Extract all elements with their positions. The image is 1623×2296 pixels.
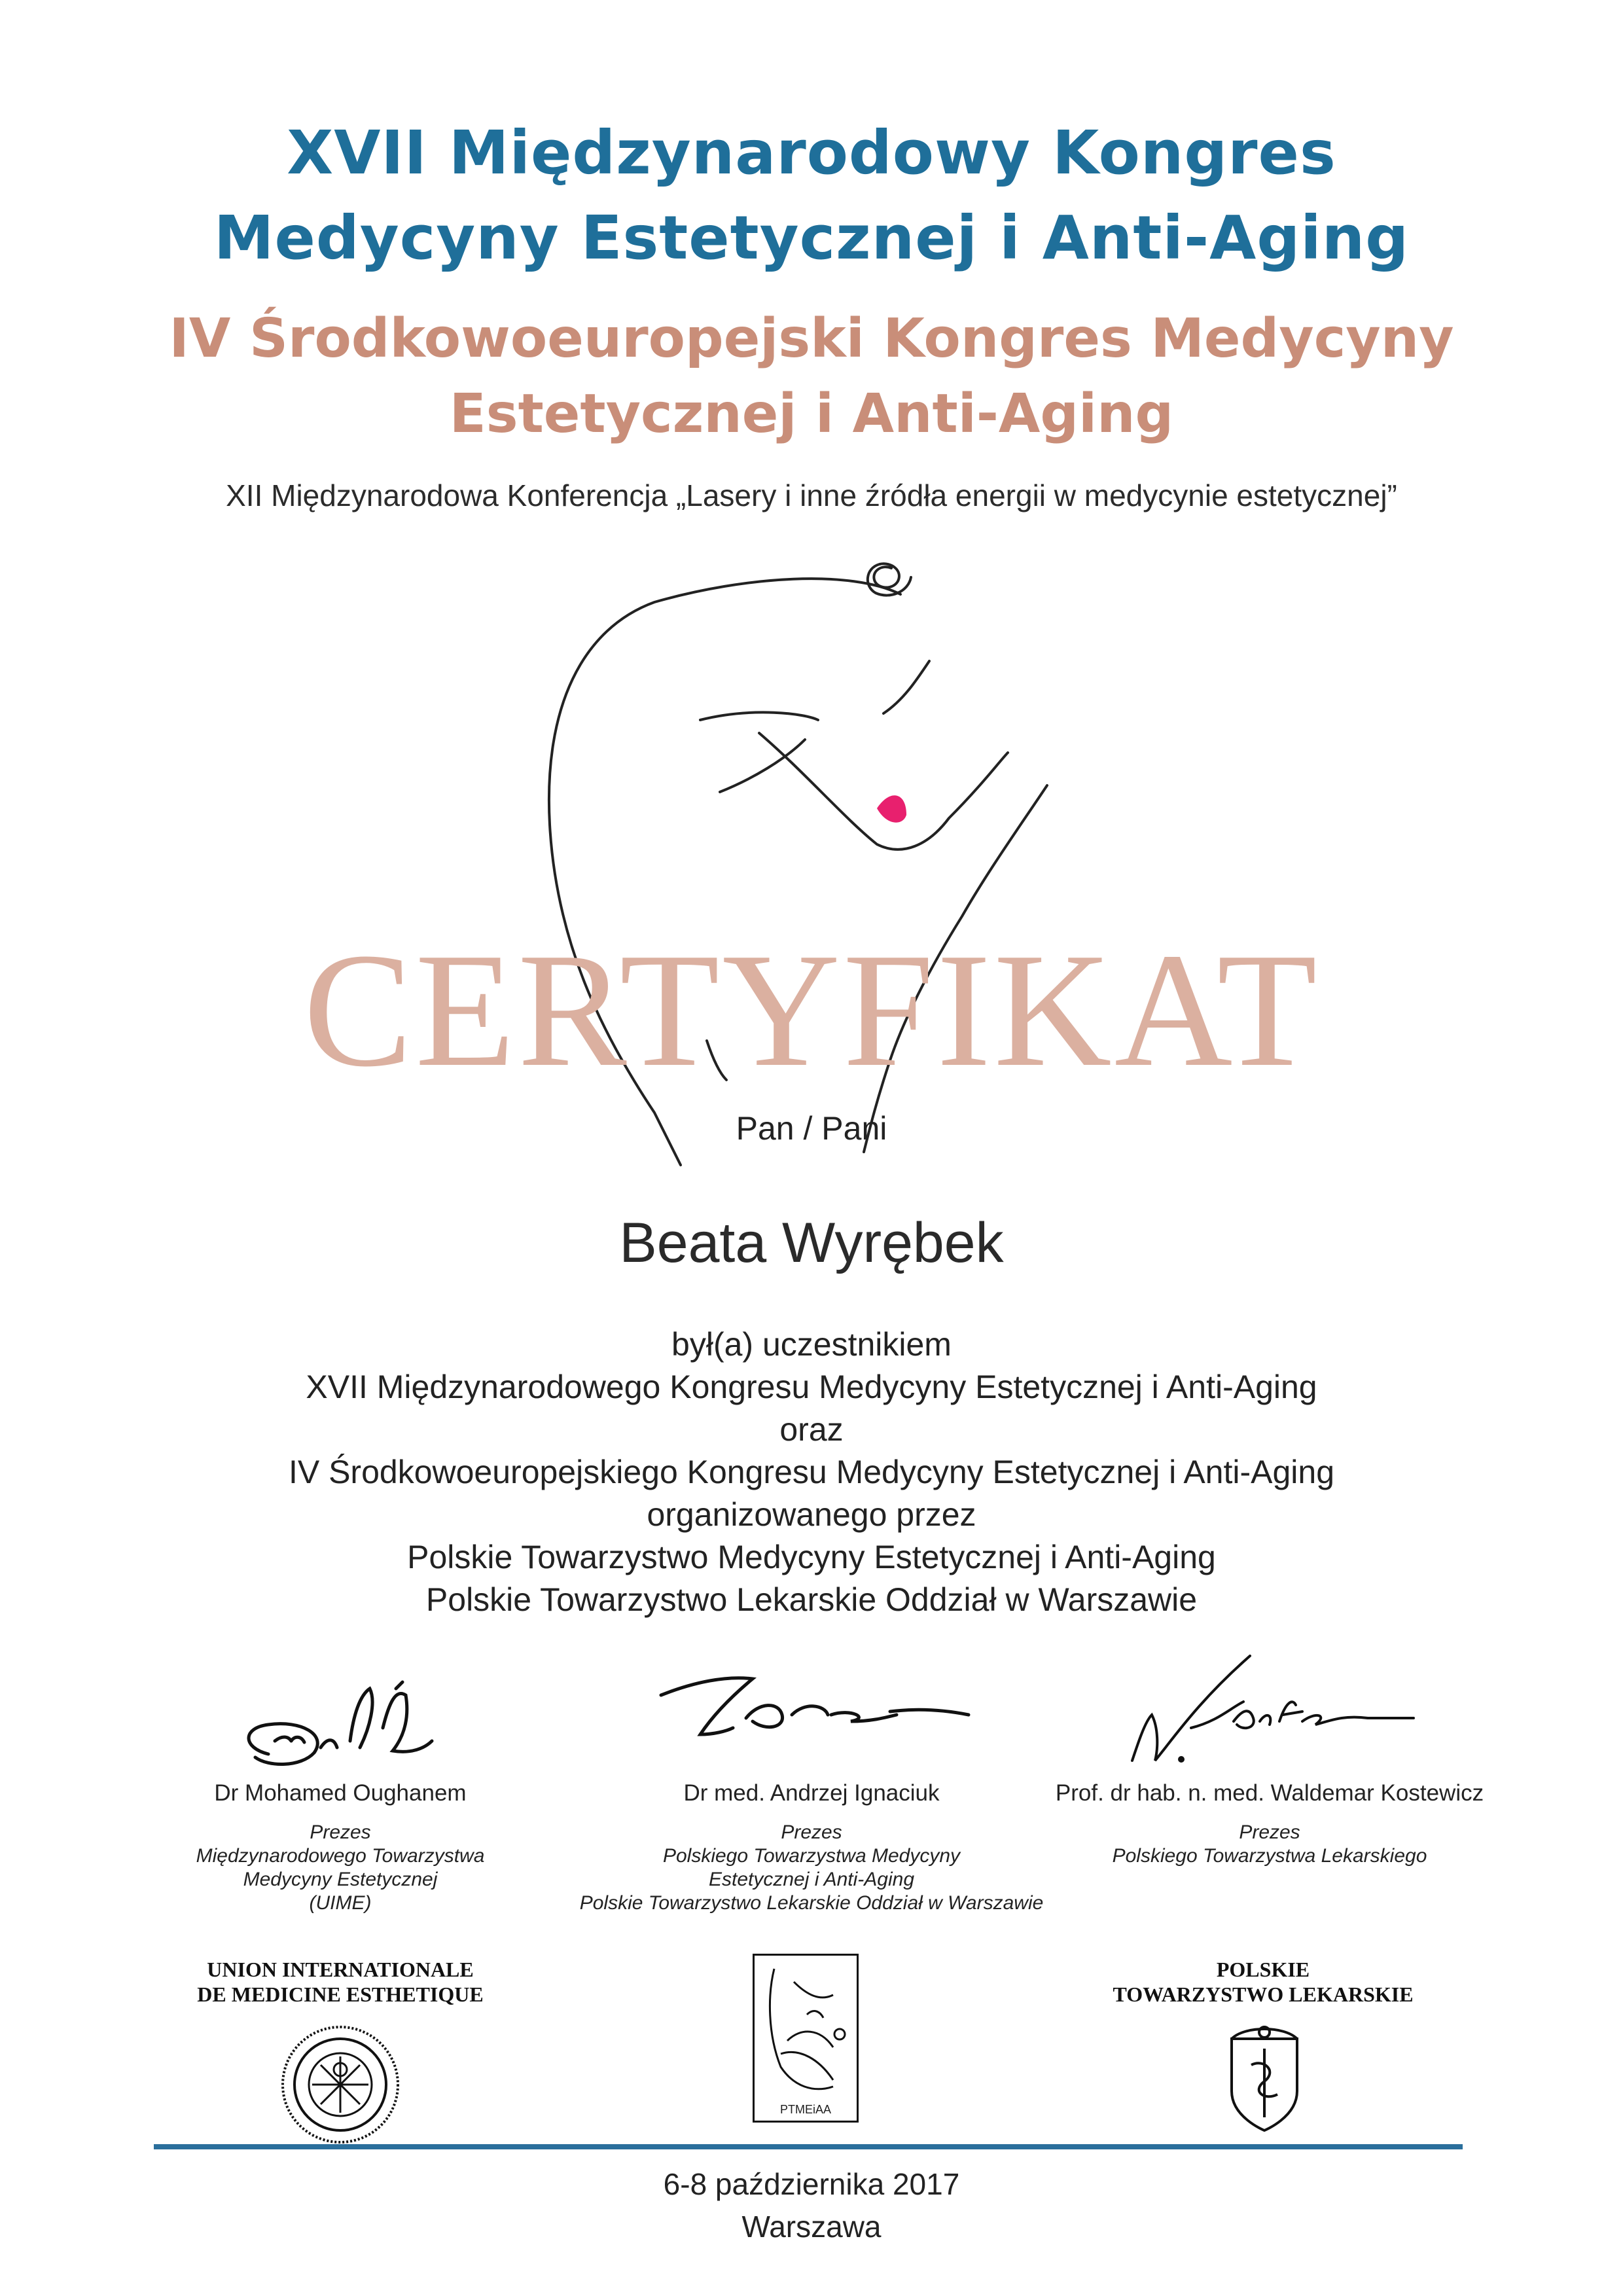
body-line: Polskie Towarzystwo Lekarskie Oddział w Warszawie — [425, 1581, 1198, 1618]
org-line: POLSKIE — [1216, 1958, 1310, 1981]
org-line: UNION INTERNATIONALE — [207, 1958, 474, 1981]
org-line: DE MEDICINE ESTHETIQUE — [197, 1982, 484, 2006]
signatory-role-ignaciuk — [550, 1821, 1073, 1915]
conference-title: XII Międzynarodowa Konferencja „Lasery i inne źródła energii w medycynie estetycznej” — [226, 478, 1397, 512]
congress-subtitle-line2: Estetycznej i Anti-Aging — [449, 383, 1174, 445]
ptmeiaa-figure-icon — [755, 1956, 857, 2100]
signature-ignaciuk — [654, 1656, 995, 1767]
congress-title-line1: XVII Międzynarodowy Kongres — [287, 118, 1336, 188]
role-line: (UIME) — [309, 1892, 372, 1914]
role-line: Prezes — [781, 1821, 842, 1843]
signatory-name-oughanem: Dr Mohamed Oughanem — [214, 1780, 467, 1806]
signature-oughanem — [229, 1676, 465, 1787]
event-city: Warszawa — [741, 2210, 882, 2244]
certificate-heading: CERTYFIKAT — [303, 920, 1320, 1101]
congress-subtitle-line1: IV Środkowoeuropejski Kongres Medycyny — [169, 308, 1454, 370]
uime-label — [144, 1957, 537, 2007]
body-line: IV Środkowoeuropejskiego Kongresu Medycyny Estetycznej i Anti-Aging — [288, 1454, 1335, 1490]
role-line: Medycyny Estetycznej — [243, 1869, 438, 1890]
role-line: Polskiego Towarzystwa Medycyny — [662, 1845, 961, 1867]
recipient-name: Beata Wyrębek — [619, 1211, 1004, 1274]
body-line: oraz — [779, 1411, 844, 1448]
ptmeiaa-logo-text: PTMEiAA — [779, 2103, 831, 2116]
ptmeiaa-logo — [753, 1954, 859, 2123]
signatory-name-ignaciuk: Dr med. Andrzej Ignaciuk — [683, 1780, 940, 1806]
role-line: Prezes — [310, 1821, 371, 1843]
role-line: Polskie Towarzystwo Lekarskie Oddział w Warszawie — [579, 1892, 1044, 1914]
role-line: Estetycznej i Anti-Aging — [708, 1869, 915, 1890]
congress-title-line2: Medycyny Estetycznej i Anti-Aging — [213, 203, 1410, 273]
role-line: Międzynarodowego Towarzystwa — [196, 1845, 485, 1867]
body-line: XVII Międzynarodowego Kongresu Medycyny Estetycznej i Anti-Aging — [306, 1369, 1317, 1405]
signatory-role-oughanem — [144, 1821, 537, 1915]
footer-rule — [154, 2144, 1463, 2149]
role-line: Prezes — [1239, 1821, 1300, 1843]
signatory-name-kostewicz: Prof. dr hab. n. med. Waldemar Kostewicz — [1055, 1780, 1484, 1806]
role-line: Polskiego Towarzystwa Lekarskiego — [1112, 1845, 1427, 1867]
signatory-role-kostewicz — [1060, 1821, 1479, 1868]
uime-seal-icon — [278, 2022, 402, 2147]
ptl-crest-icon — [1219, 2019, 1310, 2137]
signature-kostewicz — [1119, 1649, 1420, 1780]
salutation: Pan / Pani — [736, 1110, 887, 1147]
body-line: był(a) uczestnikiem — [671, 1326, 952, 1363]
ptl-label — [1047, 1957, 1479, 2007]
body-line: organizowanego przez — [647, 1496, 976, 1533]
body-line: Polskie Towarzystwo Medycyny Estetycznej i Anti-Aging — [407, 1539, 1216, 1575]
event-date: 6-8 października 2017 — [663, 2167, 960, 2201]
org-line: TOWARZYSTWO LEKARSKIE — [1113, 1982, 1414, 2006]
